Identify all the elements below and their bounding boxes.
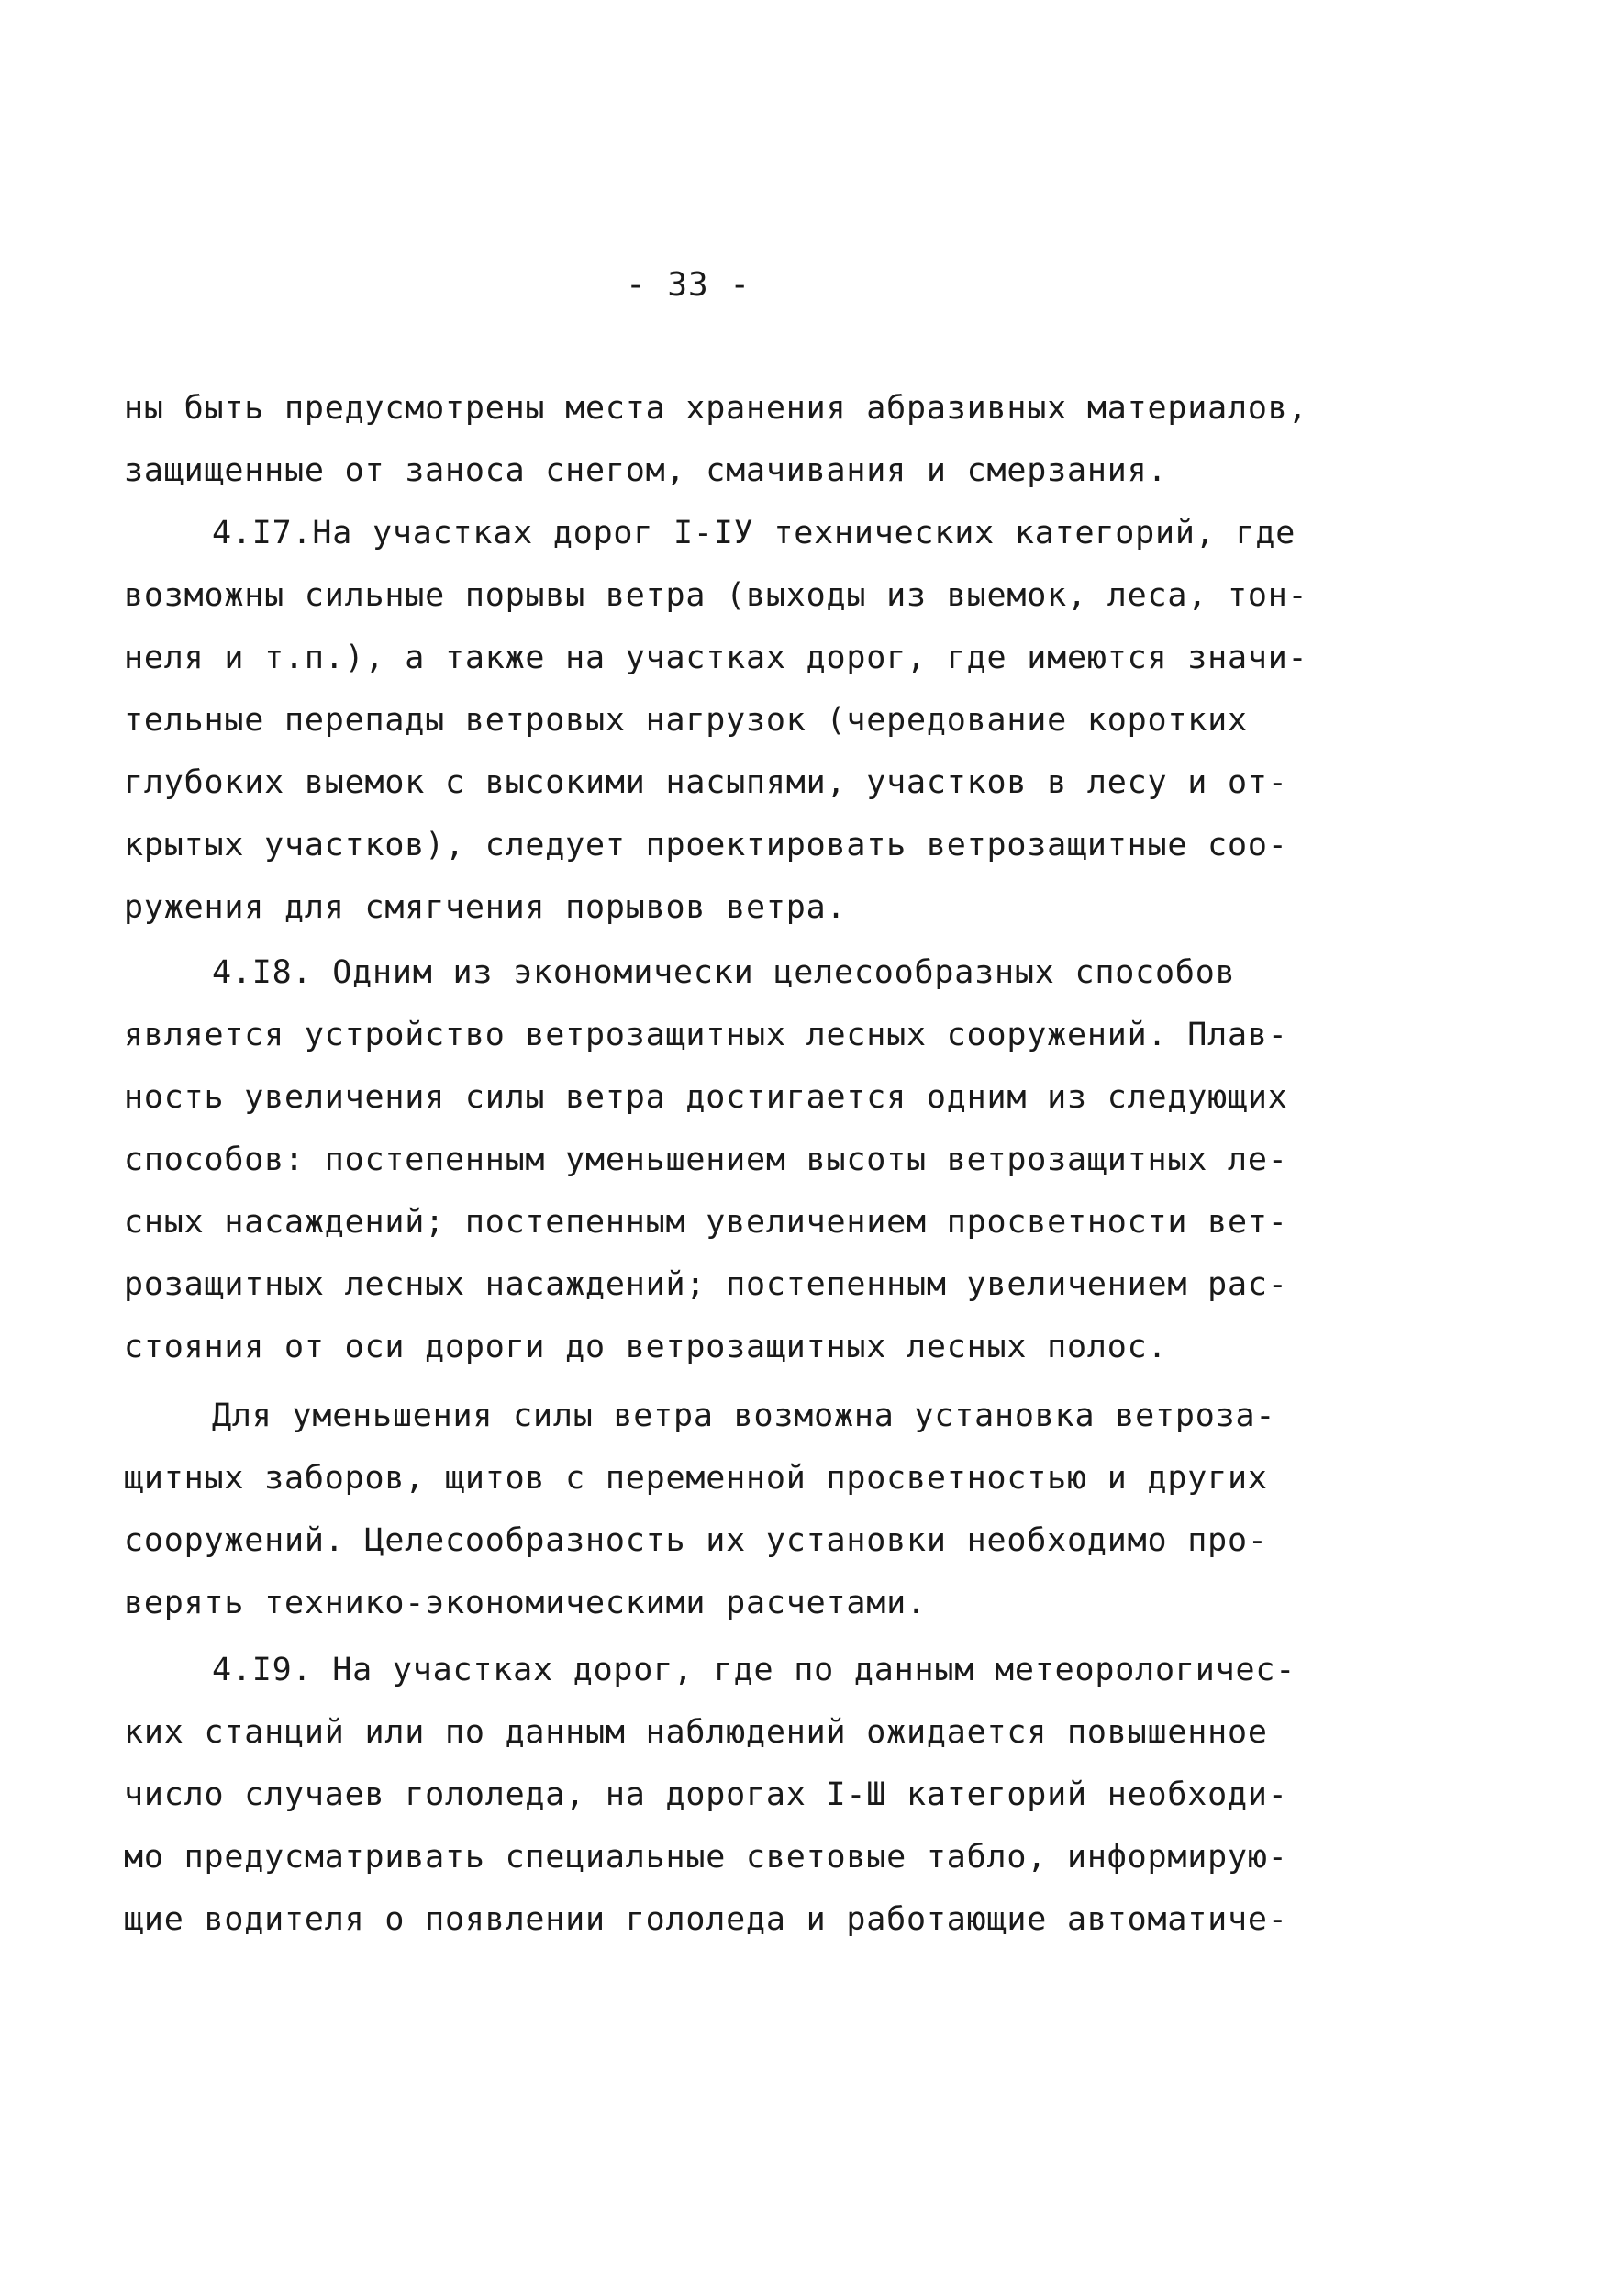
text-line: способов: постепенным уменьшением высоты ветрозащитных ле- — [124, 1141, 1288, 1178]
text-line: ны быть предусмотрены места хранения абразивных материалов, — [124, 390, 1308, 427]
text-line: защищенные от заноса снегом, смачивания и смерзания. — [124, 452, 1168, 489]
text-line: Для уменьшения силы ветра возможна установка ветроза- — [212, 1398, 1276, 1434]
text-line: мо предусматривать специальные световые табло, информирую- — [124, 1839, 1288, 1876]
text-line: щие водителя о появлении гололеда и работающие автоматиче- — [124, 1901, 1288, 1938]
text-line: розащитных лесных насаждений; постепенным увеличением рас- — [124, 1266, 1288, 1303]
text-line: сооружений. Целесообразность их установки необходимо про- — [124, 1522, 1268, 1559]
page-number: - 33 - — [625, 266, 751, 304]
text-line: щитных заборов, щитов с переменной просветностью и других — [124, 1460, 1268, 1497]
text-line: сных насаждений; постепенным увеличением просветности вет- — [124, 1204, 1288, 1241]
text-line: 4.I9. На участках дорог, где по данным метеорологичес- — [212, 1652, 1296, 1688]
text-line: тельные перепады ветровых нагрузок (чередование коротких — [124, 702, 1248, 739]
text-line: возможны сильные порывы ветра (выходы из выемок, леса, тон- — [124, 577, 1308, 614]
text-line: является устройство ветрозащитных лесных сооружений. Плав- — [124, 1017, 1288, 1053]
text-line: верять технико-экономическими расчетами. — [124, 1585, 927, 1621]
text-line: 4.I7.На участках дорог I-IУ технических категорий, где — [212, 515, 1296, 551]
text-line: ружения для смягчения порывов ветра. — [124, 889, 847, 926]
text-line: стояния от оси дороги до ветрозащитных лесных полос. — [124, 1329, 1168, 1365]
text-line: крытых участков), следует проектировать ветрозащитные соо- — [124, 827, 1288, 863]
text-line: неля и т.п.), а также на участках дорог, где имеются значи- — [124, 640, 1308, 676]
text-line: глубоких выемок с высокими насыпями, участков в лесу и от- — [124, 764, 1288, 801]
text-line: ких станций или по данным наблюдений ожидается повышенное — [124, 1714, 1268, 1751]
text-line: 4.I8. Одним из экономически целесообразных способов — [212, 954, 1236, 991]
text-line: ность увеличения силы ветра достигается одним из следующих — [124, 1079, 1288, 1116]
text-line: число случаев гололеда, на дорогах I-Ш категорий необходи- — [124, 1776, 1288, 1813]
